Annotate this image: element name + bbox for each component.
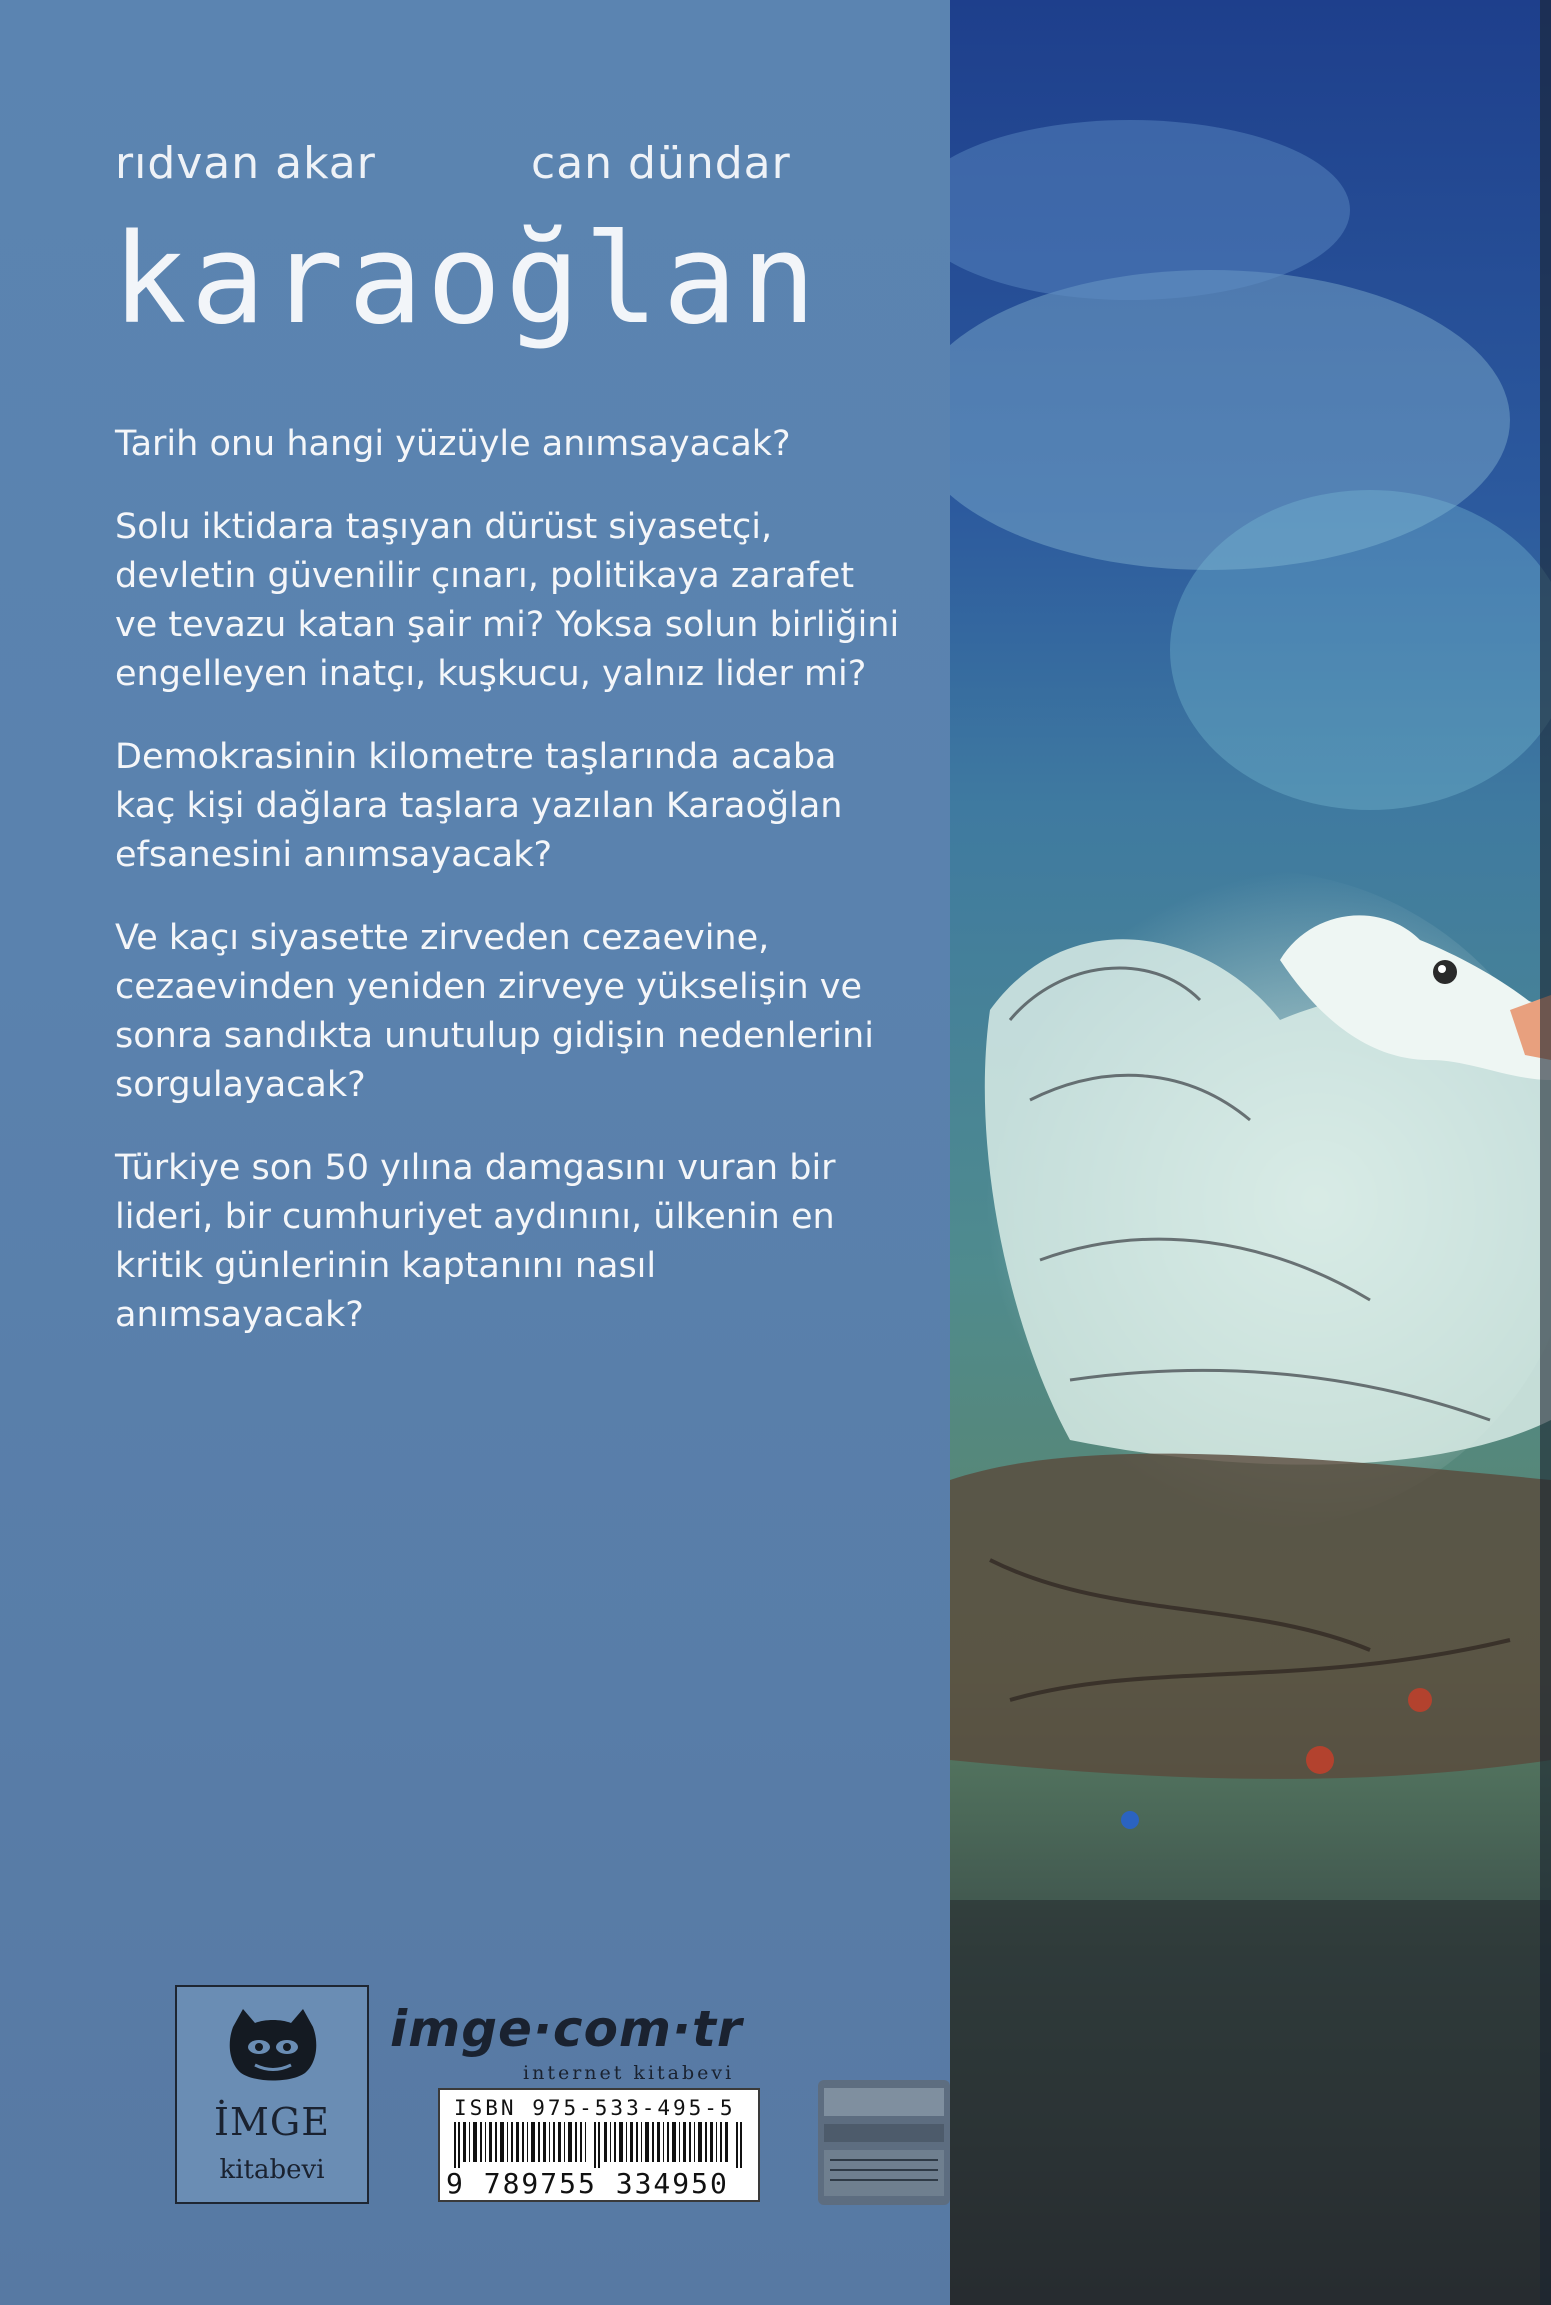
- publisher-website: imge·com·tr: [390, 2000, 743, 2058]
- blurb-paragraph: Solu iktidara taşıyan dürüst siyasetçi, devletin güvenilir çınarı, politikaya zarafet ve tevazu katan şair mi? Yoksa solun birliğini engelleyen inatçı, kuşkucu, yalnız lider mi?: [115, 507, 900, 694]
- authors: [115, 138, 855, 198]
- blurb-paragraph: Türkiye son 50 yılına damgasını vuran bir lideri, bir cumhuriyet aydınını, ülkenin en kritik günlerinin kaptanını nasıl anımsayacak?: [115, 1148, 836, 1335]
- barcode-bars: [454, 2122, 744, 2168]
- barcode: [438, 2088, 760, 2202]
- isbn-number: ISBN 975-533-495-5: [454, 2096, 736, 2120]
- author-name: rıdvan akar: [115, 138, 376, 189]
- publisher-name: İMGE: [213, 2100, 330, 2144]
- dove-painting: [950, 0, 1551, 2305]
- hologram-sticker-icon: [818, 2080, 950, 2205]
- cover-artwork: [950, 0, 1551, 2305]
- blurb: [115, 420, 905, 1374]
- publisher-subname: kitabevi: [219, 2155, 325, 2185]
- author-name: can dündar: [531, 138, 791, 189]
- website-tagline: internet kitabevi: [523, 2062, 735, 2084]
- blurb-paragraph: Demokrasinin kilometre taşlarında acaba kaç kişi dağlara taşlara yazılan Karaoğlan efsanesini anımsayacak?: [115, 737, 843, 875]
- publisher-logo: [175, 1985, 369, 2204]
- cat-icon: [225, 2007, 321, 2085]
- book-title: karaoğlan: [112, 208, 820, 352]
- price-sticker: [818, 2080, 950, 2205]
- ean-number: 9 789755 334950: [446, 2167, 729, 2200]
- blurb-paragraph: Ve kaçı siyasette zirveden cezaevine, cezaevinden yeniden zirveye yükselişin ve sonra sandıkta unutulup gidişin nedenlerini sorgulayacak?: [115, 918, 874, 1105]
- blurb-paragraph: Tarih onu hangi yüzüyle anımsayacak?: [115, 424, 791, 464]
